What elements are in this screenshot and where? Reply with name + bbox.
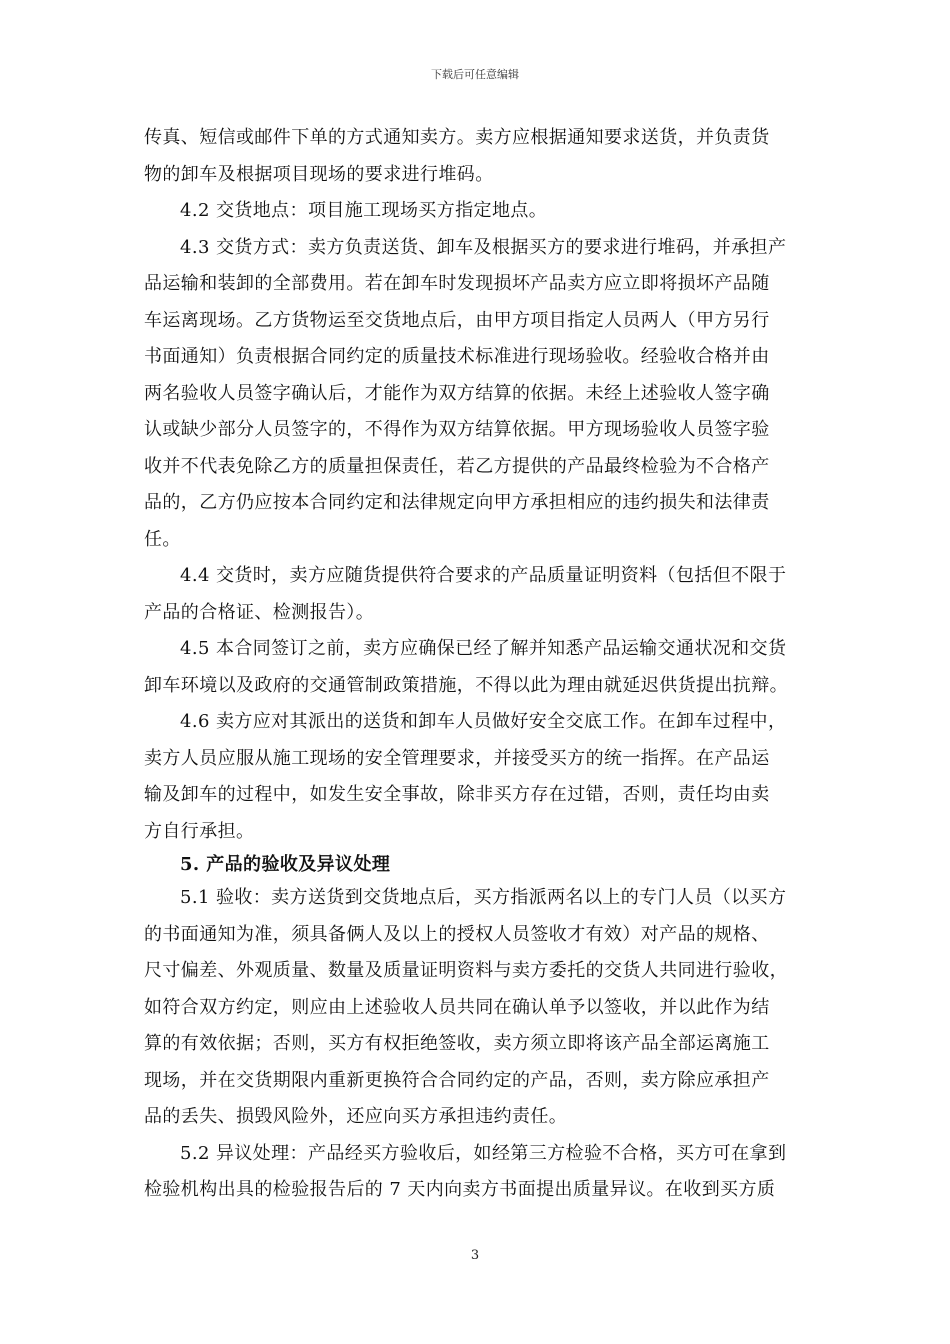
text-line: 卖方人员应服从施工现场的安全管理要求，并接受买方的统一指挥。在产品运 xyxy=(144,747,770,769)
text-line: 尺寸偏差、外观质量、数量及质量证明资料与卖方委托的交货人共同进行验收， xyxy=(144,960,788,981)
page-number: 3 xyxy=(470,1248,480,1263)
clause-4-6: 4.6 卖方应对其派出的送货和卸车人员做好安全交底工作。在卸车过程中， xyxy=(180,711,787,732)
text-line: 品运输和装卸的全部费用。若在卸车时发现损坏产品卖方应立即将损坏产品随 xyxy=(144,273,770,294)
clause-4-5: 4.5 本合同签订之前，卖方应确保已经了解并知悉产品运输交通状况和交货 xyxy=(180,638,787,659)
text-line: 方自行承担。 xyxy=(144,820,255,842)
text-line: 认或缺少部分人员签字的，不得作为双方结算依据。甲方现场验收人员签字验 xyxy=(144,419,770,440)
text-line: 车运离现场。乙方货物运至交货地点后，由甲方项目指定人员两人（甲方另行 xyxy=(144,309,770,331)
text-line: 的书面通知为准，须具备俩人及以上的授权人员签收才有效）对产品的规格、 xyxy=(144,923,770,945)
text-line: 卸车环境以及政府的交通管制政策措施，不得以此为理由就延迟供货提出抗辩。 xyxy=(144,674,788,696)
text-line: 现场，并在交货期限内重新更换符合合同约定的产品，否则，卖方除应承担产 xyxy=(144,1069,770,1091)
text-line: 算的有效依据；否则，买方有权拒绝签收，卖方须立即将该产品全部运离施工 xyxy=(144,1033,770,1054)
text-line: 品的，乙方仍应按本合同约定和法律规定向甲方承担相应的违约损失和法律责 xyxy=(144,492,770,513)
clause-5-1: 5.1 验收：卖方送货到交货地点后，买方指派两名以上的专门人员（以买方 xyxy=(180,887,787,908)
clause-5-2: 5.2 异议处理：产品经买方验收后，如经第三方检验不合格，买方可在拿到 xyxy=(180,1142,787,1164)
clause-4-2: 4.2 交货地点：项目施工现场买方指定地点。 xyxy=(180,200,548,221)
clause-4-3: 4.3 交货方式：卖方负责送货、卸车及根据买方的要求进行堆码，并承担产 xyxy=(180,236,787,258)
text-line: 如符合双方约定，则应由上述验收人员共同在确认单予以签收，并以此作为结 xyxy=(144,996,770,1018)
text-line: 传真、短信或邮件下单的方式通知卖方。卖方应根据通知要求送货，并负责货 xyxy=(144,127,770,148)
text-line: 两名验收人员签字确认后，才能作为双方结算的依据。未经上述验收人签字确 xyxy=(144,382,770,404)
text-line: 物的卸车及根据项目现场的要求进行堆码。 xyxy=(144,163,494,185)
text-line: 品的丢失、损毁风险外，还应向买方承担违约责任。 xyxy=(144,1106,568,1127)
document-body xyxy=(144,120,816,1209)
text-line: 任。 xyxy=(144,528,181,550)
text-line: 书面通知）负责根据合同约定的质量技术标准进行现场验收。经验收合格并由 xyxy=(144,346,770,367)
section-heading-5: 5. 产品的验收及异议处理 xyxy=(180,854,391,875)
clause-4-4: 4.4 交货时，卖方应随货提供符合要求的产品质量证明资料（包括但不限于 xyxy=(180,565,787,586)
text-line: 检验机构出具的检验报告后的 7 天内向卖方书面提出质量异议。在收到买方质 xyxy=(144,1179,776,1200)
page-header: 下载后可任意编辑 xyxy=(431,68,519,81)
text-line: 产品的合格证、检测报告）。 xyxy=(144,601,375,623)
text-line: 输及卸车的过程中，如发生安全事故，除非买方存在过错，否则，责任均由卖 xyxy=(144,784,770,805)
text-line: 收并不代表免除乙方的质量担保责任，若乙方提供的产品最终检验为不合格产 xyxy=(144,455,770,477)
